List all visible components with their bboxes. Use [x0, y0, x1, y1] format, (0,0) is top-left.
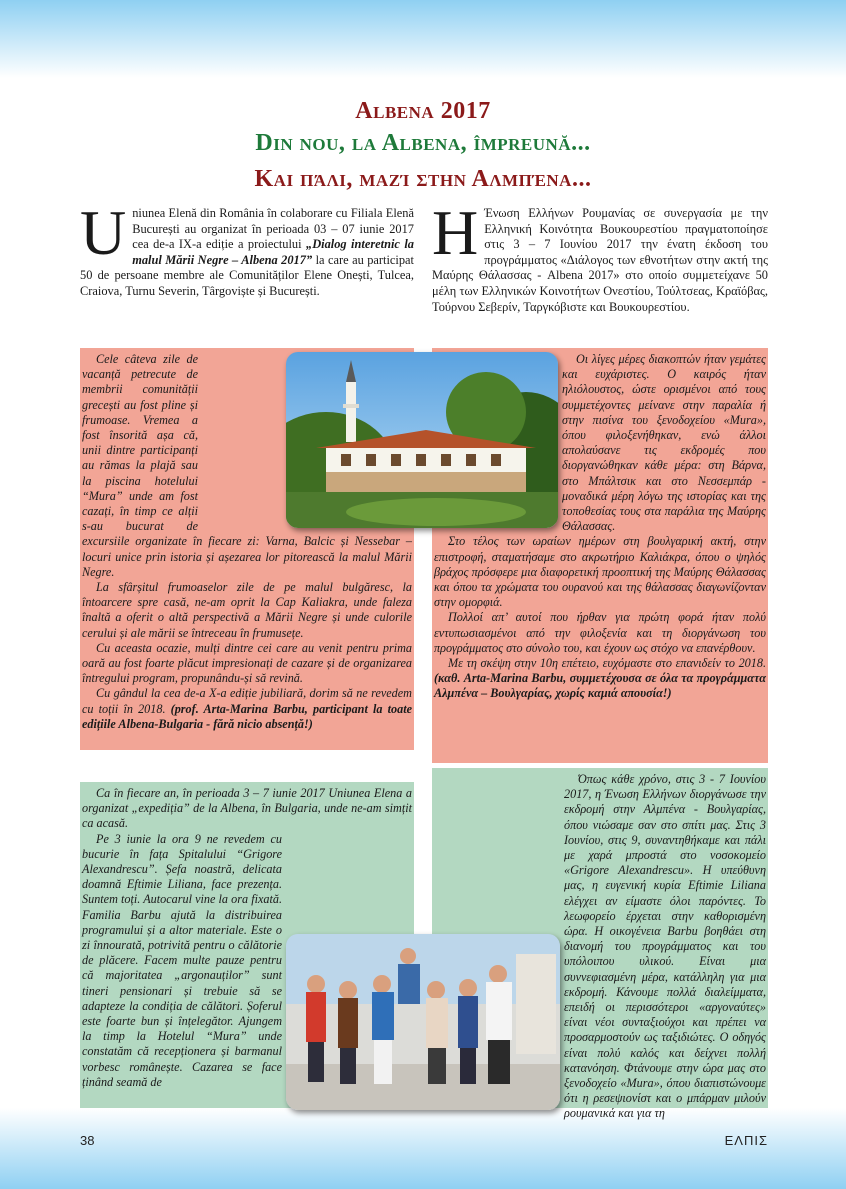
- ro1-p4-text: Cu gândul la cea de-a X-a ediție jubiliară, dorim să ne revedem cu toții în 2018.: [82, 686, 412, 716]
- gr1-paragraph-3: Πολλοί απ’ αυτοί που ήρθαν για πρώτη φορά ήταν πολύ εντυπωσιασμένοι από την φιλοξενία και τη διοργάνωση του προγράμματος στο σύνολο του, και έχουν ως στόχο να επανέρθουν.: [434, 610, 766, 655]
- intro-ro-project-name: „Dialog interetnic la malul Mării Negre – Albena 2017”: [132, 237, 414, 267]
- gr1-p4-signature: (καθ. Arta-Marina Barbu, συμμετέχουσα σε όλα τα προγράμματα Αλμπένα – Βουλγαρίας, χωρίς καμιά απουσία!): [434, 671, 766, 701]
- gr1-paragraph-4: [434, 656, 766, 702]
- intro-ro-text-c: la care au participat 50 de persoane membre ale Comunităților Elene Onești, Tulcea, Craiova, Turnu Severin, Târgoviște și București.: [80, 252, 414, 298]
- ro1-paragraph-1: Cele câteva zile de vacanță petrecute de membrii comunității grecești au fost pline și frumoase. Vremea a fost însorită așa că, unii dintre participanți au rămas la plajă sau la piscina hotelului “Mura” unde am fost cazați, în timp ce alții s-au bucurat de excursiile organizate în fiecare zi: Varna, Balcic și Nessebar – locuri unice prin istoria și așezarea lor pitorească la malul Mării Negre.: [82, 352, 412, 579]
- gr1-p4-text: Με τη σκέψη στην 10η επέτειο, ευχόμαστε στο επανιδείν το 2018.: [448, 656, 766, 671]
- balchik-palace-photo: [286, 352, 558, 528]
- palace-illustration: [286, 352, 558, 528]
- top-gradient-band: [0, 0, 846, 78]
- gr1-paragraph-2: Στο τέλος των ωραίων ημέρων στη βουλγαρική ακτή, στην επιστροφή, σταματήσαμε στο ακρωτήριο Καλιάκρα, όπου ο ψηλός βράχος πρόσφερε μια διαφορετική προοπτική της Μαύρης Θάλασσας και όπου τα χρώματα του ουρανού και της θάλασσας διαγωνίζονταν στην ομορφιά.: [434, 534, 766, 610]
- ro2-paragraph-2: Pe 3 iunie la ora 9 ne revedem cu bucurie în fața Spitalului “Grigore Alexandrescu”. Șefa noastră, delicata doamnă Eftimie Liliana, face prezența. Suntem toți. Autocarul vine la ora fixată. Familia Barbu ajută la distribuirea programului și a altor materiale. Este o zi înnourată, potrivită pentru o călătorie de plăcere. Facem multe pauze pentru că majoritatea „argonauților” sunt tineri pensionari și trebuie să se adapteze la condiția de călători. Șoferul este foarte bun și înțelegător. Ajungem la timp la Hotelul “Mura” unde constatăm că recepționera și barmanul vorbesc românește. Cazarea se face ținând seamă de: [82, 831, 282, 1089]
- intro-greek: [432, 197, 768, 315]
- gr1-paragraph-1: Οι λίγες μέρες διακοπτών ήταν γεμάτες και ευχάριστες. Ο καιρός ήταν ηλιόλουστος, ώστε ορισμένοι από τους συμμετέχοντες μείνανε στην παραλία ή στην πισίνα του ξενοδοχείου «Mura», όπου φιλοξενήθηκαν, ενώ άλλοι απολαύσανε τις εκδρομές που διοργανώθηκαν κάθε μέρα: στη Βάρνα, στο Μπάλτσικ και στο Νεσσεμπάρ - μοναδικά μέρη λόγω της ιστορίας και της τοποθεσίας τους στα παράλια της Μαύρης Θάλασσας.: [562, 352, 766, 534]
- ro2-paragraph-1: Ca în fiecare an, în perioada 3 – 7 iunie 2017 Uniunea Elena a organizat „expediția” de la Albena, în Bulgaria, unde ne-am simțit ca acasă.: [82, 786, 412, 831]
- dropcap-u: U: [80, 197, 127, 268]
- intro-ro-text-a: niunea Elenă din România în colaborare cu Filiala Elenă București au organizat în perioada 03 – 07 iunie 2017 cea de-a IX-a ediție a proiectului: [132, 206, 414, 252]
- intro-romanian: [80, 197, 414, 300]
- group-illustration: [286, 934, 560, 1110]
- title-line1: Albena 2017: [355, 98, 491, 124]
- page-number: 38: [80, 1133, 95, 1148]
- gr2-paragraph-1: Όπως κάθε χρόνο, στις 3 - 7 Ιουνίου 2017, η Ένωση Ελλήνων διοργάνωσε την εκδρομή στην Αλμπένα - Βουλγαρίας, όπου νιώσαμε σαν στο σπίτι μας. Στις 3 Ιουνίου, στις 9, συναντηθήκαμε και πάλι με χαρά μπροστά στο νοσοκομείο «Grigore Alexandrescu». Η υπεύθυνη μας, η ευγενική κυρία Eftimie Liliana ελέγχει αν είμαστε όλοι παρόντες. Το λεωφορείο έρχεται στην καθορισμένη ώρα. Η οικογένεια Barbu βοηθάει στη διανομή του προγράμματος και του υπόλοιπου υλικού. Είναι μια συννεφιασμένη μέρα, κατάλληλη για μια εκδρομή. Κάνουμε πολλά διαλείμματα, επειδή οι περισσότεροι «αργοναύτες» είναι νέοι συνταξιούχοι και πρέπει να προσαρμοστούν ως ταξιδιώτες. Ο οδηγός είναι πολύ καλός και δείχνει πολλή κατανόηση. Φτάνουμε στην ώρα μας στο ξενοδοχείο «Mura», όπου διαπιστώνουμε ότι η ρεσεψιονίστ και ο μπάρμαν μιλούν ρουμανικά και για τη: [564, 772, 766, 1121]
- ro1-paragraph-2: La sfârșitul frumoaselor zile de pe malul bulgăresc, la întoarcere spre casă, ne-am oprit la Cap Kaliakra, unde faleza înaltă a oferit o altă perspectivă a Mării Negre și unde culorile cerului și ale mării se întreceau în frumusețe.: [82, 580, 412, 640]
- intro-gr-text: Ένωση Ελλήνων Ρουμανίας σε συνεργασία με την Ελληνική Κοινότητα Βουκουρεστίου πραγματοποίησε στις 3 – 7 Ιουνίου 2017 την ένατη έκδοση του προγράμματος «Διάλογος των εθνοτήτων στην ακτή της Μαύρης Θάλασσας - Albena 2017» στο οποίο συμμετείχανε 50 μέλη των Ελληνικών Κοινοτήτων Ονεστίου, Τούλτσεας, Κραϊόβας, Τούρνου Σεβερίν, Ταργκόβιστε και Βουκουρεστίου.: [432, 206, 768, 314]
- title-line3: Και πάλι, μαζί στην Αλμπένα...: [254, 166, 592, 192]
- group-photo: [286, 934, 560, 1110]
- title-line2: Din nou, la Albena, împreună...: [255, 130, 591, 156]
- ro1-paragraph-3: Cu aceasta ocazie, mulți dintre cei care au venit pentru prima oară au fost foarte plăcut impresionați de cazare și de organizarea întregului program, propunându-și să revină.: [82, 640, 412, 686]
- dropcap-eta: Η: [432, 197, 479, 268]
- ro1-paragraph-4: [82, 686, 412, 732]
- magazine-name: ΕΛΠΙΣ: [724, 1133, 768, 1148]
- ro1-p4-signature: (prof. Arta-Marina Barbu, participant la toate edițiile Albena-Bulgaria - fără nicio absență!): [82, 701, 412, 731]
